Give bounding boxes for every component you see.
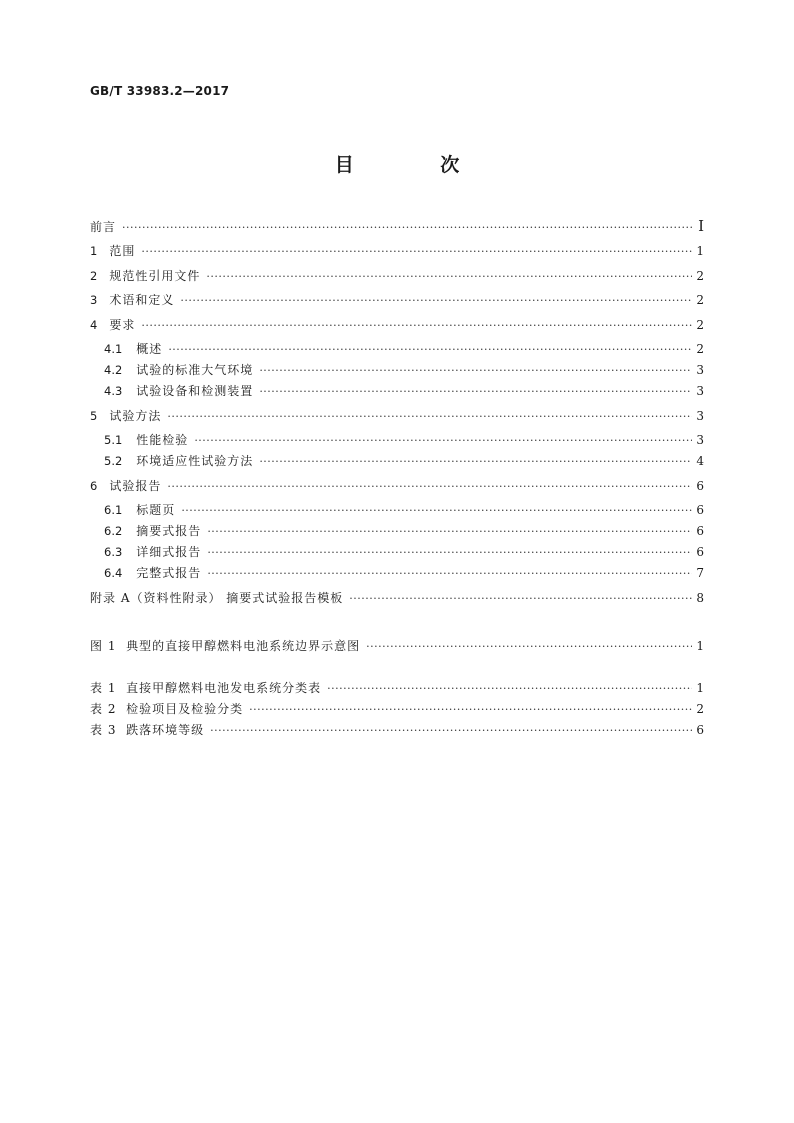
dot-leader — [259, 362, 692, 380]
toc-entry-label: 术语和定义 — [109, 293, 175, 307]
dot-leader — [194, 432, 692, 450]
toc-entry-performance-test[interactable] — [104, 431, 704, 449]
toc-entry-label: 标题页 — [136, 503, 176, 517]
toc-entry-page: 6 — [696, 545, 704, 559]
dot-leader — [259, 383, 692, 401]
toc-entry-page: 1 — [696, 244, 704, 258]
dot-leader — [259, 453, 692, 471]
toc-entry-page: 8 — [696, 591, 704, 605]
toc-entry-annex-a[interactable] — [90, 589, 704, 607]
toc-entry-label: 完整式报告 — [136, 566, 202, 580]
toc-entry-label: 性能检验 — [136, 433, 189, 447]
toc-entry-label: 表 2 检验项目及检验分类 — [90, 702, 244, 716]
toc-entry-page: 2 — [696, 342, 704, 356]
dot-leader — [210, 722, 692, 740]
dot-leader — [168, 341, 692, 359]
toc-entry-number: 6.3 — [104, 545, 123, 559]
toc-entry-number: 4.2 — [104, 363, 123, 377]
toc-entry-requirements[interactable] — [90, 316, 704, 334]
toc-entry-label: 表 1 直接甲醇燃料电池发电系统分类表 — [90, 681, 322, 695]
toc-entry-foreword[interactable] — [90, 217, 704, 235]
dot-leader — [141, 317, 692, 335]
toc-entry-page: Ⅰ — [698, 217, 704, 235]
dot-leader — [181, 502, 692, 520]
toc-entry-label: 规范性引用文件 — [109, 269, 201, 283]
toc-entry-page: 7 — [696, 566, 704, 580]
dot-leader — [207, 565, 692, 583]
toc-entry-label: 摘要式报告 — [136, 524, 202, 538]
toc-entry-page: 3 — [696, 409, 704, 423]
toc-entry-number: 4.1 — [104, 342, 123, 356]
toc-entry-page: 2 — [696, 318, 704, 332]
toc-entry-page: 6 — [696, 723, 704, 737]
toc-entry-test-methods[interactable] — [90, 407, 704, 425]
toc-entry-label: 试验的标准大气环境 — [136, 363, 254, 377]
toc-entry-scope[interactable] — [90, 242, 704, 260]
dot-leader — [206, 268, 692, 286]
toc-entry-number: 3 — [90, 293, 98, 307]
toc-entry-label: 表 3 跌落环境等级 — [90, 723, 205, 737]
toc-title: 目 次 — [334, 154, 500, 176]
toc-entry-figure-1[interactable] — [90, 637, 704, 655]
toc-entry-number: 6.2 — [104, 524, 123, 538]
dot-leader — [141, 243, 692, 261]
toc-entry-label: 附录 A（资料性附录） 摘要式试验报告模板 — [90, 591, 344, 605]
dot-leader — [122, 219, 692, 237]
toc-entry-number: 4.3 — [104, 384, 123, 398]
toc-entry-table-2[interactable] — [90, 700, 704, 718]
toc-entry-label: 试验报告 — [109, 479, 162, 493]
toc-entry-page: 3 — [696, 384, 704, 398]
toc-entry-label: 前言 — [90, 220, 117, 234]
toc-entry-label: 范围 — [109, 244, 136, 258]
toc-entry-page: 1 — [696, 681, 704, 695]
toc-entry-label: 试验方法 — [109, 409, 162, 423]
toc-entry-overview[interactable] — [104, 340, 704, 358]
toc-entry-normative-references[interactable] — [90, 267, 704, 285]
toc-entry-label: 概述 — [136, 342, 163, 356]
toc-entry-page: 6 — [696, 524, 704, 538]
toc-entry-page: 2 — [696, 293, 704, 307]
toc-entry-page: 3 — [696, 363, 704, 377]
dot-leader — [249, 701, 692, 719]
toc-entry-number: 5.1 — [104, 433, 123, 447]
dot-leader — [207, 523, 692, 541]
toc-entry-number: 6 — [90, 479, 98, 493]
toc-entry-summary-report[interactable] — [104, 522, 704, 540]
toc-entry-page: 4 — [696, 454, 704, 468]
toc-entry-page: 6 — [696, 503, 704, 517]
toc-entry-standard-atmosphere[interactable] — [104, 361, 704, 379]
toc-entry-title-page[interactable] — [104, 501, 704, 519]
toc-entry-page: 2 — [696, 702, 704, 716]
toc-entry-label: 环境适应性试验方法 — [136, 454, 254, 468]
toc-entry-page: 1 — [696, 639, 704, 653]
toc-entry-label: 试验设备和检测装置 — [136, 384, 254, 398]
dot-leader — [207, 544, 692, 562]
toc-entry-page: 6 — [696, 479, 704, 493]
toc-entry-page: 2 — [696, 269, 704, 283]
dot-leader — [327, 680, 692, 698]
toc-entry-label: 图 1 典型的直接甲醇燃料电池系统边界示意图 — [90, 639, 361, 653]
toc-entry-label: 详细式报告 — [136, 545, 202, 559]
toc-entry-number: 1 — [90, 244, 98, 258]
toc-entry-number: 4 — [90, 318, 98, 332]
toc-entry-table-1[interactable] — [90, 679, 704, 697]
toc-entry-number: 6.1 — [104, 503, 123, 517]
standard-code: GB/T 33983.2—2017 — [90, 84, 230, 98]
dot-leader — [167, 408, 692, 426]
toc-entry-test-equipment[interactable] — [104, 382, 704, 400]
toc-entry-terms[interactable] — [90, 291, 704, 309]
toc-entry-environmental-test[interactable] — [104, 452, 704, 470]
dot-leader — [167, 478, 692, 496]
toc-entry-number: 6.4 — [104, 566, 123, 580]
dot-leader — [180, 292, 692, 310]
dot-leader — [366, 638, 692, 656]
toc-entry-test-report[interactable] — [90, 477, 704, 495]
toc-entry-number: 2 — [90, 269, 98, 283]
toc-entry-detailed-report[interactable] — [104, 543, 704, 561]
toc-entry-number: 5.2 — [104, 454, 123, 468]
toc-entry-number: 5 — [90, 409, 98, 423]
toc-entry-label: 要求 — [109, 318, 136, 332]
toc-entry-table-3[interactable] — [90, 721, 704, 739]
toc-entry-full-report[interactable] — [104, 564, 704, 582]
dot-leader — [349, 590, 692, 608]
toc-entry-page: 3 — [696, 433, 704, 447]
